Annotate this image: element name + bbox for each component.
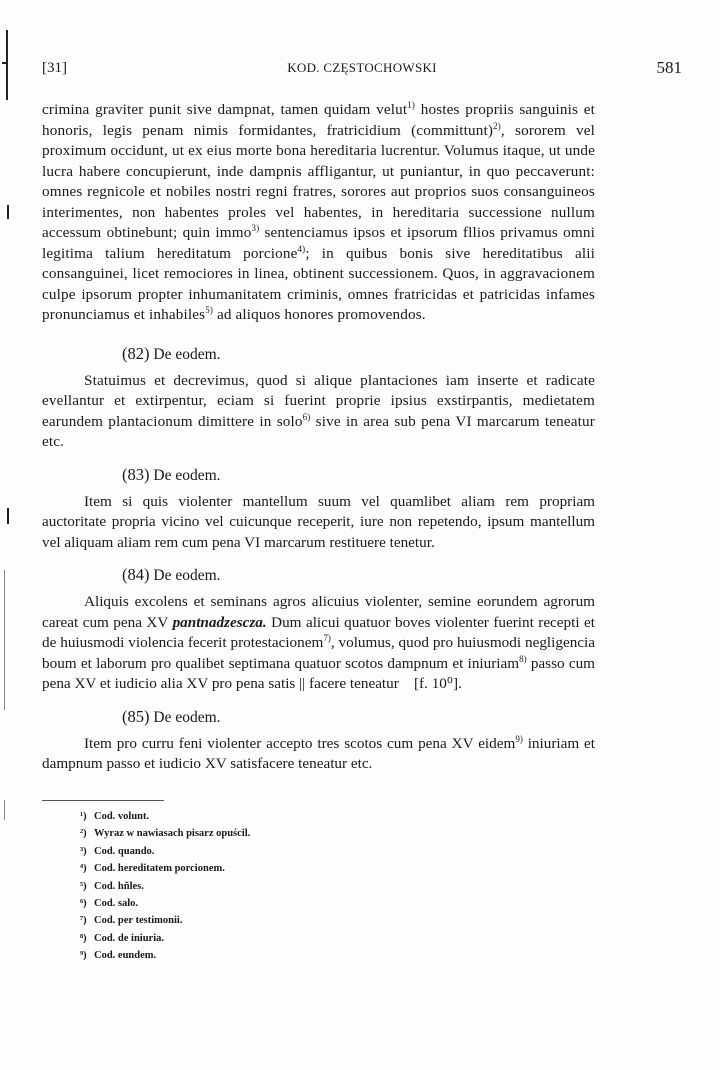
- footnote: ⁷) Cod. per testimonii.: [80, 915, 183, 927]
- footnote-ref: 1): [407, 99, 416, 110]
- running-header: [42, 58, 682, 80]
- section-84-text: Aliquis excolens et seminans agros alicuius violenter, semine eorundem agrorum careat cum pena XV pantnadzescza. Dum alicui quatuor boves violenter fuerint recepti et de huiusmodi violencia fecerit protestacionem$^{7)}$, volumus, quod pro huiusmodi negligencia boum et laborum pro qualibet septimana quatuor scotos dampnum et iniuriam$^{8)}$ passo cum pena XV et iudicio alia XV pro pena satis || facere teneatur [f. 10⁰].: [42, 593, 595, 692]
- section-heading-82: (82) De eodem.: [122, 343, 221, 363]
- footnote-ref: 9): [515, 733, 523, 744]
- section-83-text: Item si quis violenter mantellum suum vel quamlibet aliam rem propriam auctoritate propria vicino vel cuicunque receperit, iure non repetendo, ipsum mantellum vel aliquam aliam rem cum pena VI marcarum restituere tenetur.: [42, 492, 595, 551]
- footnote-ref: 5): [205, 304, 213, 315]
- footnote: ⁶) Cod. salo.: [80, 898, 139, 910]
- scan-edge-mark: [4, 570, 5, 710]
- footnote-ref: 8): [519, 653, 527, 664]
- footnote: ⁸) Cod. de iniuria.: [80, 932, 165, 944]
- paragraph-continuation: crimina graviter punit sive dampnat, tamen quidam velut$^{1)}$ hostes propriis sanguinis et honoris, legis penam nimis formidantes, fratricidium (committunt)$^{2)}$, sororem vel proximum occidunt, ut ex eius morte bona hereditaria lucrentur. Volumus itaque, ut unde lucra habere concupierunt, inde dampnis affligantur, ut puniantur, in quo peccaverunt: omnes regnicole et nobiles nostri regni fratres, sorores aut proprios suos consanguineos interimentes, non habentes proles vel habentes, in hereditaria successione nullum accessum obtinebunt; quin immo$^{3)}$ sentenciamus ipsos et ipsorum fllios privamus omni legitima talium hereditatum porcione$^{4)}$; in quibus bonis sive hereditatibus alii consanguinei, licet remociores in linea, obtinent successionem. Quos, in aggravacionem culpe ipsorum propter inhumanitatem criminis, omnes fratricidas et patricidas infames pronunciamus et inhabiles$^{5)}$ ad aliquos honores promovendos.: [42, 99, 596, 323]
- footnote: ¹) Cod. volunt.: [80, 811, 150, 822]
- footnote: ³) Cod. quando.: [80, 845, 155, 857]
- scan-edge-mark: [2, 62, 8, 64]
- page-bracket-number: [31]: [42, 60, 67, 76]
- section-heading-85: (85) De eodem.: [122, 706, 221, 726]
- polish-term: pantnadzescza.: [172, 613, 267, 631]
- footnote: ⁴) Cod. hereditatem porcionem.: [80, 863, 225, 875]
- folio-marker: [f. 10⁰].: [414, 675, 462, 692]
- scan-edge-mark: [7, 205, 9, 219]
- footnote: ²) Wyraz w nawiasach pisarz opuścil.: [80, 828, 251, 840]
- scan-edge-mark: [4, 800, 5, 820]
- main-text: [42, 100, 595, 775]
- section-heading-84: (84) De eodem.: [122, 565, 221, 584]
- page-number: 581: [656, 58, 682, 77]
- running-title: KOD. CZĘSTOCHOWSKI: [287, 60, 437, 75]
- section-82-text: Statuimus et decrevimus, quod si alique plantaciones iam inserte et radicate evellantur et extirpentur, eciam si fuerint proprie ipsius exstirpantis, medietatem earundem plantacionum dimittere in solo$^{6)}$ sive in area sub pena VI marcarum teneatur etc.: [42, 371, 595, 450]
- section-85-text: Item pro curru feni violenter accepto tres scotos cum pena XV eidem$^{9)}$ iniuriam et dampnum passo et iudicio XV satisfacere teneatur etc.: [42, 733, 596, 772]
- footnote: ⁵) Cod. hñles.: [80, 880, 144, 892]
- scan-edge-mark: [7, 508, 9, 524]
- footnote-ref: 7): [323, 632, 331, 643]
- section-heading-83: (83) De eodem.: [122, 464, 221, 484]
- footnote-ref: 3): [251, 222, 260, 233]
- footnote: ⁹) Cod. eundem.: [80, 950, 157, 962]
- footnotes: [80, 808, 250, 965]
- footnote-ref: 4): [297, 243, 306, 254]
- footnote-ref: 6): [302, 411, 311, 422]
- footnote-divider: [42, 800, 164, 801]
- footnote-ref: 2): [493, 120, 501, 131]
- scan-edge-mark: [6, 30, 8, 100]
